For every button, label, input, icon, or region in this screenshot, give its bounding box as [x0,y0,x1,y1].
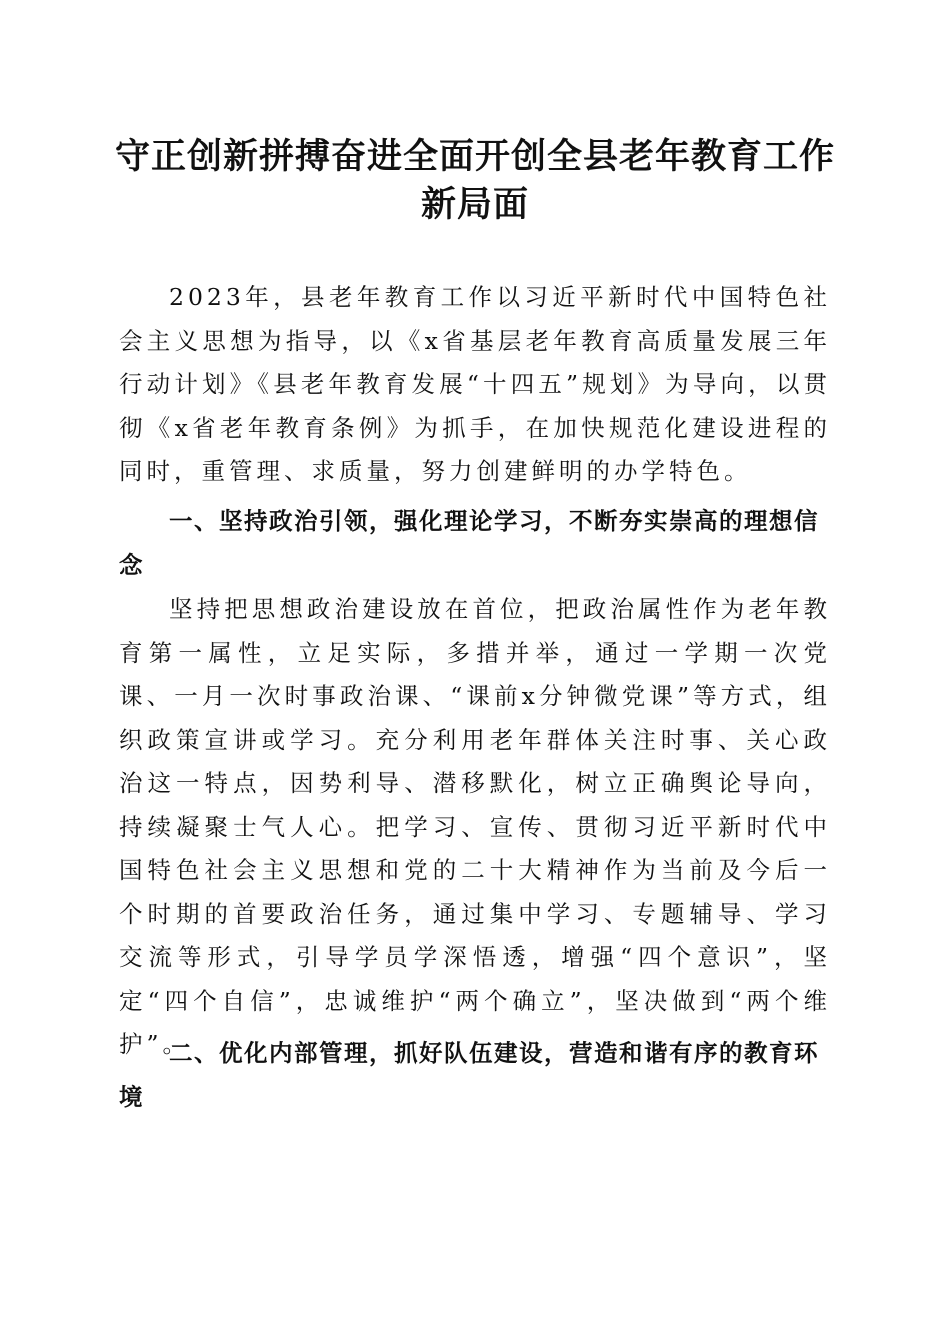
section-1-paragraph: 坚持把思想政治建设放在首位，把政治属性作为老年教育第一属性，立足实际，多措并举，通过一学期一次党课、一月一次时事政治课、“课前x分钟微党课”等方式，组织政策宣讲或学习。充分利用老年群体关注时事、关心政治这一特点，因势利导、潜移默化，树立正确舆论导向，持续凝聚士气人心。把学习、宣传、贯彻习近平新时代中国特色社会主义思想和党的二十大精神作为当前及今后一个时期的首要政治任务，通过集中学习、专题辅导、学习交流等形式，引导学员学深悟透，增强“四个意识”，坚定“四个自信”，忠诚维护“两个确立”，坚决做到“两个维护”。 [119,595,831,1058]
intro-paragraph: 2023年，县老年教育工作以习近平新时代中国特色社会主义思想为指导，以《x省基层老年教育高质量发展三年行动计划》《县老年教育发展“十四五”规划》为导向，以贯彻《x省老年教育条例》为抓手，在加快规范化建设进程的同时，重管理、求质量，努力创建鲜明的办学特色。 [119,283,831,485]
section-heading-2: 二、优化内部管理，抓好队伍建设，营造和谐有序的教育环境 [119,1039,819,1111]
document-title: 守正创新拼搏奋进全面开创全县老年教育工作新局面 [114,136,835,225]
section-heading-1: 一、坚持政治引领，强化理论学习，不断夯实崇高的理想信念 [119,507,819,579]
